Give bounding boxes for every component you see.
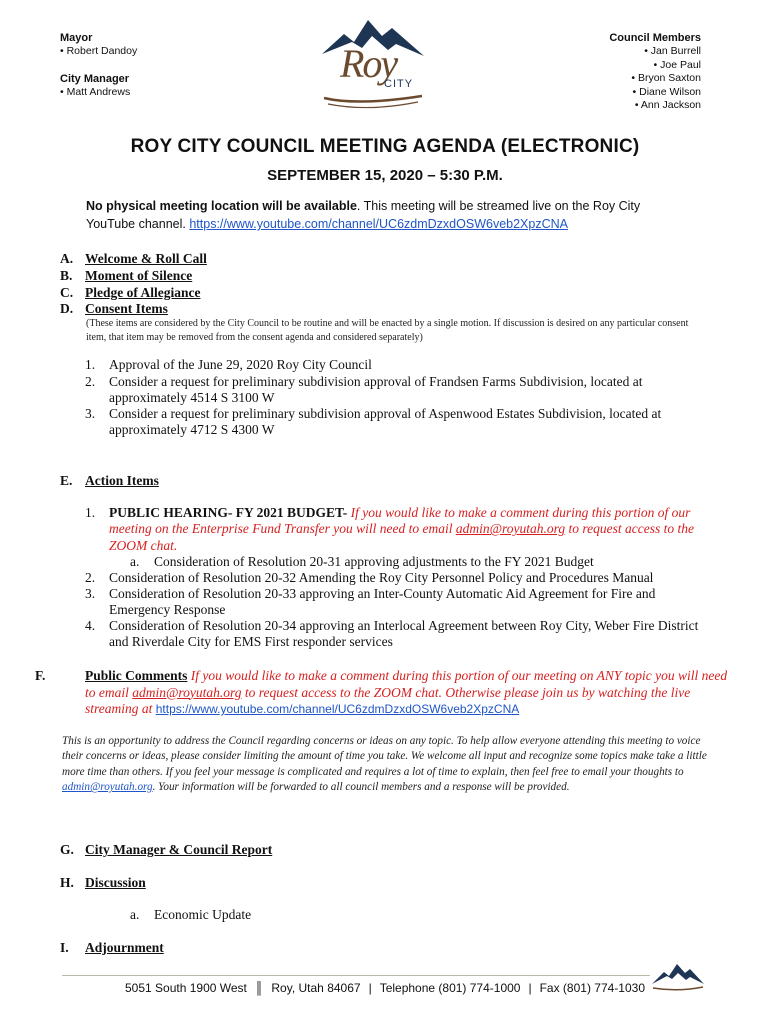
logo-roy-text: Roy: [340, 41, 397, 86]
item-number: a.: [130, 907, 140, 922]
agenda-item-e: [60, 473, 159, 490]
action-item: [85, 618, 709, 651]
consent-item: [85, 406, 699, 439]
footer-phone: Telephone (801) 774-1000: [379, 981, 521, 995]
public-comments-instructions: If you would like to make a comment during this portion of our meeting on ANY topic you will need to email: [85, 668, 728, 700]
discussion: Discussion: [85, 875, 146, 890]
item-text: Consider a request for preliminary subdivision approval of Aspenwood Estates Subdivision, located at approximately 4712 S 4300 W: [109, 406, 662, 438]
council-member: • Ann Jackson: [634, 99, 701, 112]
footer-mountain-icon: [650, 962, 706, 997]
public-comments-instructions-end: to request access to the ZOOM chat. Otherwise please join us by watching the live streaming at: [85, 684, 691, 716]
consent-items: Consent Items: [85, 301, 168, 316]
item-text: Approval of the June 29, 2020 Roy City Council: [109, 357, 372, 372]
discussion-item: [130, 907, 252, 923]
action-item-1a: [130, 554, 714, 570]
pledge-of-allegiance: Pledge of Allegiance: [85, 285, 201, 300]
city-manager-council-report: City Manager & Council Report: [85, 842, 273, 857]
admin-email-link[interactable]: admin@royutah.org: [132, 684, 242, 700]
city-manager-name: • Matt Andrews: [60, 85, 131, 98]
meeting-date: SEPTEMBER 15, 2020 – 5:30 P.M.: [267, 167, 503, 184]
consent-item: [85, 357, 699, 373]
footer-separator: |: [368, 981, 372, 995]
page-title: ROY CITY COUNCIL MEETING AGENDA (ELECTRONIC): [130, 136, 640, 157]
council-label: Council Members: [609, 32, 701, 44]
footer-separator: |: [528, 981, 532, 995]
council-member: • Jan Burrell: [644, 45, 701, 57]
item-text: Consideration of Resolution 20-34 approving an Interlocal Agreement between Roy City, Weber Fire District and Riverdale City for EMS First responder services: [109, 618, 699, 650]
logo-city-text: CITY: [384, 78, 414, 90]
item-number: 1.: [85, 357, 96, 372]
paragraph-text: This is an opportunity to address the Council regarding concerns or ideas on any topic. To help allow everyone attending this meeting to voice their concerns or ideas, please consider limiting the amount of time you take. We welcome all input and recognize some topics make take a little more time than others. If you feel your message is complicated and requires a lot of time to explain, then feel free to email your thoughts to: [62, 735, 707, 778]
item-number: 2.: [85, 570, 96, 585]
footer-divider: [62, 975, 650, 976]
item-letter: H.: [60, 875, 74, 890]
paragraph-text-end: . Your information will be forwarded to all council members and a response will be provided.: [152, 781, 570, 794]
item-number: 2.: [85, 374, 96, 389]
item-number: 4.: [85, 618, 96, 633]
council-member: • Diane Wilson: [632, 85, 701, 98]
mayor-block: [60, 32, 137, 99]
adjournment: Adjournment: [85, 940, 164, 955]
city-manager-label: City Manager: [60, 72, 130, 85]
admin-email-link[interactable]: admin@royutah.org: [455, 521, 566, 537]
action-item-1: [85, 505, 714, 554]
public-hearing-label: PUBLIC HEARING- FY 2021 BUDGET-: [109, 505, 348, 520]
moment-of-silence: Moment of Silence: [85, 268, 193, 283]
council-member: • Bryon Saxton: [631, 72, 701, 85]
item-letter: E.: [60, 473, 73, 488]
agenda-item-h: [60, 875, 146, 892]
footer-fax: Fax (801) 774-1030: [539, 981, 645, 995]
action-item: [85, 570, 714, 586]
item-letter: B.: [60, 268, 73, 283]
intro-text: . This meeting will be streamed live on the Roy City YouTube channel.: [86, 199, 641, 231]
item-text: Consideration of Resolution 20-31 approving adjustments to the FY 2021 Budget: [154, 554, 594, 569]
agenda-item-g: [60, 842, 272, 859]
hearing-instructions: If you would like to make a comment during this portion of our meeting on the Enterprise Fund Transfer you will need to email: [109, 505, 691, 537]
item-text: Economic Update: [154, 907, 252, 922]
item-text: Consider a request for preliminary subdivision approval of Frandsen Farms Subdivision, located at approximately 4514 S 3100 W: [109, 374, 643, 406]
footer-address: 5051 South 1900 West: [125, 981, 247, 995]
item-letter: D.: [60, 301, 74, 316]
agenda-item-c: [60, 285, 200, 302]
roy-city-logo: [318, 14, 430, 110]
council-block: [609, 32, 701, 113]
footer-city: Roy, Utah 84067: [271, 981, 361, 995]
item-number: 1.: [85, 505, 96, 520]
hearing-instructions-end: to request access to the ZOOM chat.: [109, 521, 694, 553]
action-item: [85, 586, 709, 619]
mayor-name: • Robert Dandoy: [60, 45, 138, 57]
consent-item: [85, 374, 699, 407]
public-comments: Public Comments: [85, 668, 188, 683]
item-letter: C.: [60, 285, 74, 300]
item-letter: G.: [60, 842, 74, 857]
welcome-roll-call: Welcome & Roll Call: [85, 251, 207, 266]
action-items: Action Items: [85, 473, 159, 488]
council-member: • Joe Paul: [653, 58, 701, 71]
item-number: a.: [130, 554, 140, 569]
agenda-item-d: [60, 301, 168, 318]
item-text: Consideration of Resolution 20-32 Amending the Roy City Personnel Policy and Procedures Manual: [109, 570, 654, 585]
admin-email-link[interactable]: admin@royutah.org: [62, 781, 153, 794]
footer-separator: ║: [254, 981, 264, 995]
item-letter: I.: [60, 940, 69, 955]
agenda-item-a: [60, 251, 207, 268]
agenda-item-f: [35, 668, 735, 718]
public-comments-paragraph: [62, 734, 707, 796]
item-number: 3.: [85, 406, 96, 421]
agenda-item-i: [60, 940, 164, 957]
intro-paragraph: [86, 197, 686, 233]
item-letter: A.: [60, 251, 74, 266]
youtube-link[interactable]: https://www.youtube.com/channel/UC6zdmDzxdOSW6veb2XpzCNA: [189, 217, 568, 231]
item-text: Consideration of Resolution 20-33 approving an Inter-County Automatic Aid Agreement for Fire and Emergency Response: [109, 586, 656, 618]
item-number: 3.: [85, 586, 96, 601]
agenda-item-b: [60, 268, 192, 285]
intro-bold: No physical meeting location will be available: [86, 199, 357, 213]
mayor-label: Mayor: [60, 32, 93, 44]
consent-note: (These items are considered by the City Council to be routine and will be enacted by a single motion. If discussion is desired on any particular consent item, that item may be removed from the consent agenda and considered separately): [86, 318, 689, 343]
item-letter: F.: [35, 668, 46, 683]
youtube-link[interactable]: https://www.youtube.com/channel/UC6zdmDzxdOSW6veb2XpzCNA: [155, 702, 520, 716]
